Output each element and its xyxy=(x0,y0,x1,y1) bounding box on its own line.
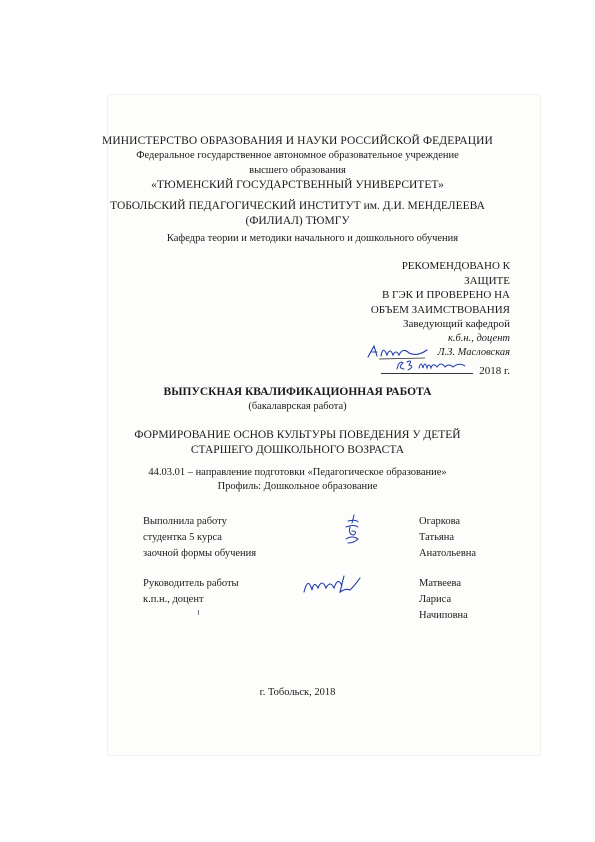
thesis-title-line: СТАРШЕГО ДОШКОЛЬНОГО ВОЗРАСТА xyxy=(190,443,405,456)
supervisor-first-name: Лариса xyxy=(419,593,452,605)
approval-date-row xyxy=(371,362,510,378)
recommendation-line: В ГЭК И ПРОВЕРЕНО НА xyxy=(381,289,510,302)
student-first-name: Татьяна xyxy=(419,531,455,543)
institute-name: ТОБОЛЬСКИЙ ПЕДАГОГИЧЕСКИЙ ИНСТИТУТ им. Д.И. МЕНДЕЛЕЕВА xyxy=(110,200,485,212)
supervisor-name xyxy=(419,576,468,623)
student-name xyxy=(419,514,476,561)
thesis-type: ВЫПУСКНАЯ КВАЛИФИКАЦИОННАЯ РАБОТА xyxy=(163,386,432,398)
head-signature xyxy=(365,341,431,363)
study-profile: Профиль: Дошкольное образование xyxy=(217,481,378,493)
student-role-line: студентка 5 курса xyxy=(143,531,222,543)
approval-year: 2018 г. xyxy=(479,365,510,378)
direction-code: 44.03.01 – направление подготовки «Педагогическое образование» xyxy=(148,467,447,478)
department-name: Кафедра теории и методики начального и дошкольного обучения xyxy=(166,232,459,244)
student-patronymic: Анатольевна xyxy=(419,547,477,559)
institution-type: Федеральное государственное автономное образовательное учреждение xyxy=(136,150,459,162)
recommendation-block xyxy=(371,259,510,378)
institute-branch: (ФИЛИАЛ) ТЮМГУ xyxy=(245,215,350,228)
head-name: Л.З. Масловская xyxy=(437,347,510,359)
city-year: г. Тобольск, 2018 xyxy=(259,687,336,698)
supervisor-degree: к.п.н., доцент xyxy=(143,593,204,605)
recommendation-line: РЕКОМЕНДОВАНО К xyxy=(401,260,510,272)
institute-header xyxy=(0,199,595,245)
institution-level: высшего образования xyxy=(249,164,346,176)
approval-date-field xyxy=(381,362,473,374)
recommendation-line: ЗАЩИТЕ xyxy=(464,274,510,287)
head-degree: к.б.н., доцент xyxy=(447,332,510,344)
student-role-line: заочной формы обучения xyxy=(143,547,257,559)
supervisor-patronymic: Начиповна xyxy=(419,609,468,621)
student-role-line: Выполнила работу xyxy=(143,516,227,527)
recommendation-line: ОБЪЕМ ЗАИМСТВОВАНИЯ xyxy=(370,303,510,316)
ministry-header xyxy=(0,134,595,192)
supervisor-role-line: Руководитель работы xyxy=(143,578,239,589)
thesis-title-line: ФОРМИРОВАНИЕ ОСНОВ КУЛЬТУРЫ ПОВЕДЕНИЯ У ДЕТЕЙ xyxy=(134,428,461,441)
student-surname: Огаркова xyxy=(419,516,461,527)
ministry-name: МИНИСТЕРСТВО ОБРАЗОВАНИЯ И НАУКИ РОССИЙСКОЙ ФЕДЕРАЦИИ xyxy=(102,135,493,147)
supervisor-role xyxy=(143,576,239,608)
head-title: Заведующий кафедрой xyxy=(403,318,510,331)
student-role xyxy=(143,514,256,561)
study-direction xyxy=(0,466,595,493)
university-name: «ТЮМЕНСКИЙ ГОСУДАРСТВЕННЫЙ УНИВЕРСИТЕТ» xyxy=(151,178,444,191)
scan-mark xyxy=(198,610,202,615)
thesis-subtype: (бакалаврская работа) xyxy=(248,401,347,413)
head-signature-row xyxy=(371,345,510,362)
supervisor-surname: Матвеева xyxy=(419,578,462,589)
thesis-title-block xyxy=(0,385,595,457)
